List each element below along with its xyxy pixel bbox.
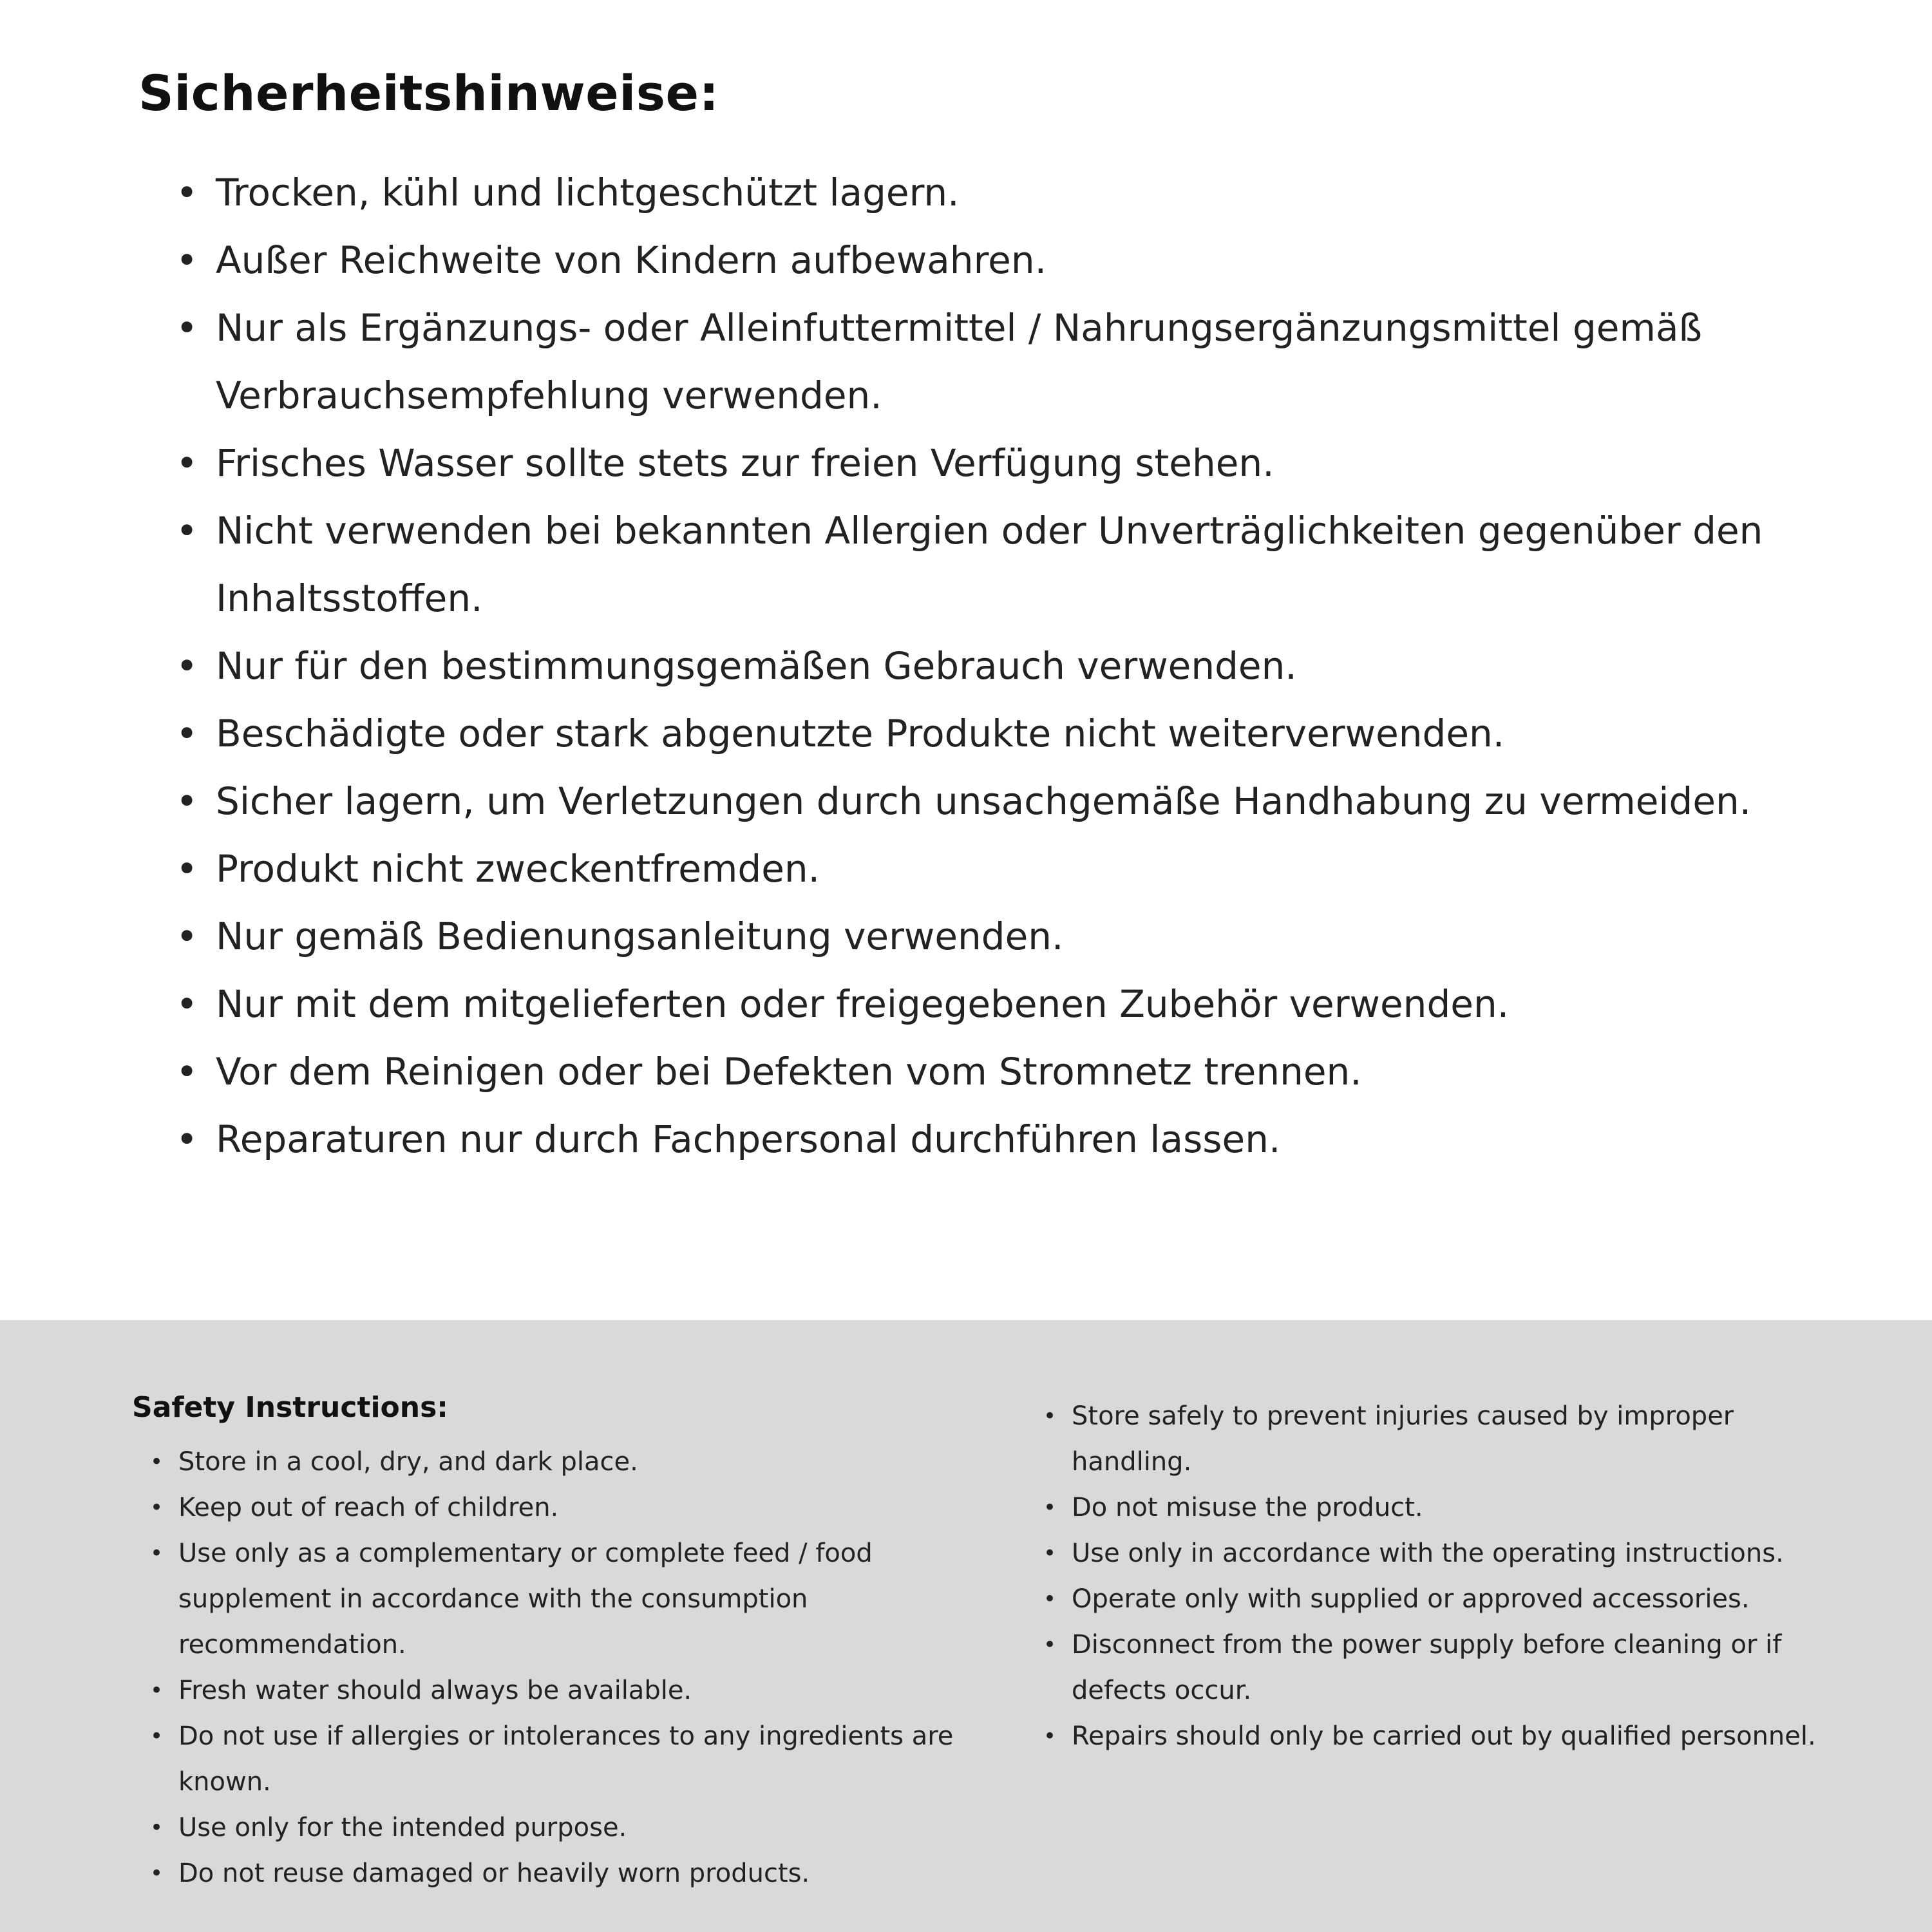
list-item: • Store safely to prevent injuries caused by improper handling.	[1043, 1394, 1842, 1485]
list-item: • Do not reuse damaged or heavily worn products.	[150, 1851, 1007, 1897]
list-item: • Vor dem Reinigen oder bei Defekten vom Stromnetz trennen.	[176, 1038, 1863, 1106]
english-section-title: Safety Instructions:	[132, 1391, 448, 1424]
english-right-column	[1043, 1391, 1855, 1759]
english-columns	[132, 1391, 1855, 1897]
list-item: • Store in a cool, dry, and dark place.	[150, 1439, 1007, 1485]
english-instructions-list-right	[1043, 1394, 1842, 1759]
list-item: • Außer Reichweite von Kindern aufbewahren.	[176, 227, 1863, 294]
english-safety-section	[0, 1320, 1932, 1932]
list-item: • Do not misuse the product.	[1043, 1485, 1842, 1531]
german-section-title: Sicherheitshinweise:	[138, 64, 719, 122]
german-instructions-list	[176, 159, 1863, 1173]
list-item: • Operate only with supplied or approved accessories.	[1043, 1577, 1842, 1622]
list-item: • Frisches Wasser sollte stets zur freien Verfügung stehen.	[176, 430, 1863, 497]
list-item: • Do not use if allergies or intolerances to any ingredients are known.	[150, 1714, 1007, 1805]
list-item: • Nur gemäß Bedienungsanleitung verwenden.	[176, 903, 1863, 971]
list-item: • Sicher lagern, um Verletzungen durch unsachgemäße Handhabung zu vermeiden.	[176, 768, 1863, 835]
list-item: • Fresh water should always be available.	[150, 1668, 1007, 1714]
list-item: • Use only in accordance with the operating instructions.	[1043, 1531, 1842, 1577]
list-item: • Trocken, kühl und lichtgeschützt lagern.	[176, 159, 1863, 227]
list-item: • Produkt nicht zweckentfremden.	[176, 835, 1863, 903]
list-item: • Repairs should only be carried out by qualified personnel.	[1043, 1714, 1842, 1759]
list-item: • Nur als Ergänzungs- oder Alleinfuttermittel / Nahrungsergänzungsmittel gemäß Verbrauchsempfehlung verwenden.	[176, 294, 1863, 430]
list-item: • Nur für den bestimmungsgemäßen Gebrauch verwenden.	[176, 632, 1863, 700]
list-item: • Disconnect from the power supply before cleaning or if defects occur.	[1043, 1622, 1842, 1714]
english-left-column	[132, 1391, 1043, 1897]
list-item: • Beschädigte oder stark abgenutzte Produkte nicht weiterverwenden.	[176, 700, 1863, 768]
english-instructions-list-left	[150, 1439, 1007, 1897]
list-item: • Keep out of reach of children.	[150, 1485, 1007, 1531]
list-item: • Nur mit dem mitgelieferten oder freigegebenen Zubehör verwenden.	[176, 971, 1863, 1038]
list-item: • Reparaturen nur durch Fachpersonal durchführen lassen.	[176, 1106, 1863, 1173]
list-item: • Nicht verwenden bei bekannten Allergien oder Unverträglichkeiten gegenüber den Inhaltsstoffen.	[176, 497, 1863, 632]
list-item: • Use only as a complementary or complete feed / food supplement in accordance with the consumption recommendation.	[150, 1531, 1007, 1668]
list-item: • Use only for the intended purpose.	[150, 1805, 1007, 1851]
